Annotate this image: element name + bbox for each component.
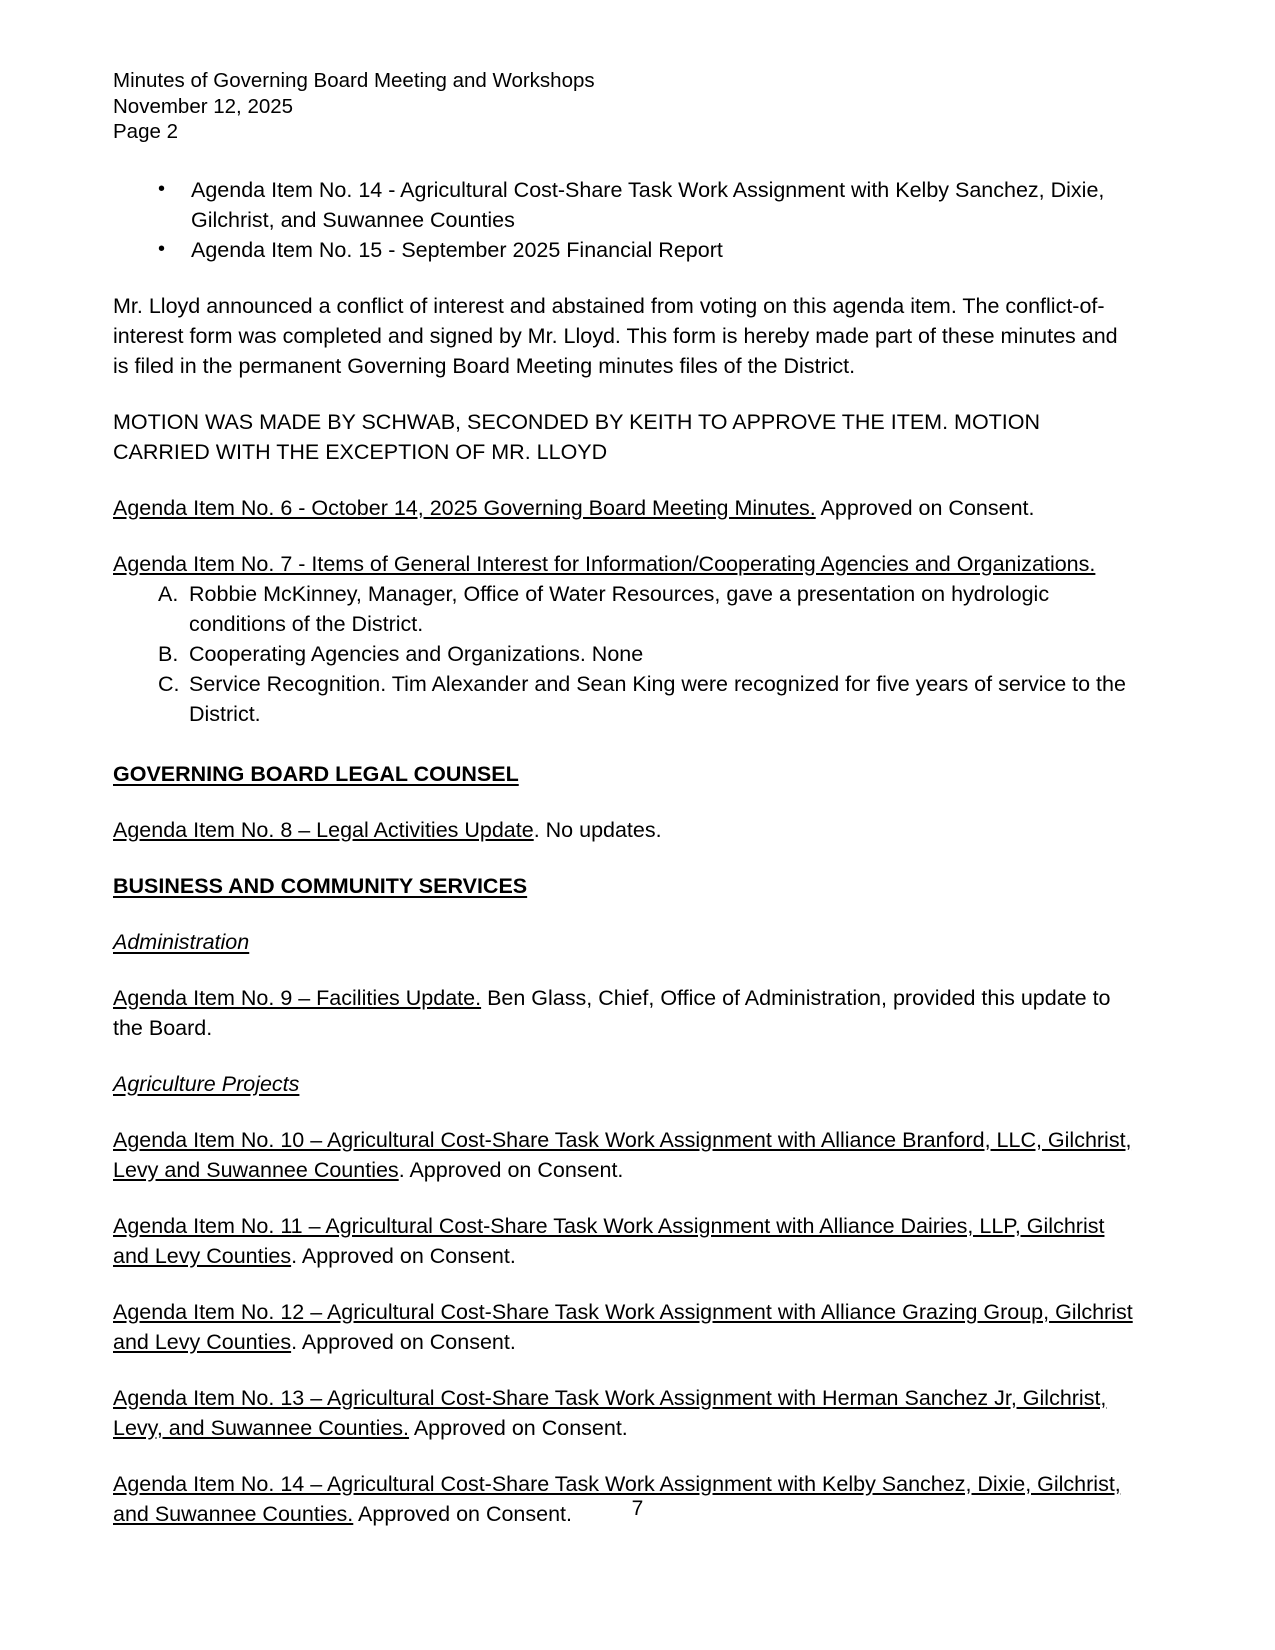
section-heading-business: BUSINESS AND COMMUNITY SERVICES — [113, 873, 528, 898]
agenda-item-6-title: Agenda Item No. 6 - October 14, 2025 Governing Board Meeting Minutes. — [113, 495, 816, 520]
agenda-item-10-title: Agenda Item No. 10 – Agricultural Cost-Share Task Work Assignment with Alliance Branford, LLC, Gilchrist, Levy and Suwannee Counties — [113, 1127, 1132, 1182]
spacer — [113, 901, 1133, 927]
agenda-item-14-title: Agenda Item No. 14 – Agricultural Cost-Share Task Work Assignment with Kelby Sanchez, Dixie, Gilchrist, and Suwannee Counties. — [113, 1471, 1121, 1526]
agenda-item-8-title: Agenda Item No. 8 – Legal Activities Update — [113, 817, 534, 842]
conflict-of-interest-paragraph: Mr. Lloyd announced a conflict of interest and abstained from voting on this agenda item. The conflict-of-interest form was completed and signed by Mr. Lloyd. This form is hereby made part of these minutes and is filed in the permanent Governing Board Meeting minutes files of the District. — [113, 293, 1118, 378]
spacer — [113, 467, 1133, 493]
spacer — [113, 845, 1133, 871]
list-item-marker: B. — [158, 641, 179, 666]
agenda-item-9 — [113, 983, 1133, 1043]
list-item-text: Agenda Item No. 15 - September 2025 Financial Report — [191, 237, 723, 262]
document-header — [113, 68, 1133, 145]
list-item — [113, 579, 1133, 639]
agenda-item-7-title: Agenda Item No. 7 - Items of General Interest for Information/Cooperating Agencies and Organizations. — [113, 551, 1096, 576]
agenda-item-10 — [113, 1125, 1133, 1185]
spacer — [113, 1357, 1133, 1383]
subsection-heading-agriculture: Agriculture Projects — [113, 1071, 300, 1096]
list-item — [113, 669, 1133, 729]
agenda-item-7-sublist — [113, 579, 1133, 729]
subsection-administration-wrap — [113, 927, 1133, 957]
spacer — [113, 523, 1133, 549]
header-title: Minutes of Governing Board Meeting and Workshops — [113, 69, 595, 92]
agenda-item-11 — [113, 1211, 1133, 1271]
page-number-footer: 7 — [631, 1497, 644, 1520]
agenda-item-8 — [113, 815, 1133, 845]
section-heading-legal-counsel-wrap — [113, 759, 1133, 789]
subsection-agriculture-wrap — [113, 1069, 1133, 1099]
agenda-item-12-status: . Approved on Consent. — [291, 1329, 516, 1354]
spacer — [113, 265, 1133, 291]
agenda-item-14-status: Approved on Consent. — [353, 1501, 573, 1526]
agenda-item-11-title: Agenda Item No. 11 – Agricultural Cost-Share Task Work Assignment with Alliance Dairies, LLP, Gilchrist and Levy Counties — [113, 1213, 1105, 1268]
agenda-item-13 — [113, 1383, 1133, 1443]
motion-paragraph: MOTION WAS MADE BY SCHWAB, SECONDED BY KEITH TO APPROVE THE ITEM. MOTION CARRIED WITH THE EXCEPTION OF MR. LLOYD — [113, 409, 1041, 464]
list-item-marker: C. — [158, 671, 180, 696]
spacer — [113, 1443, 1133, 1469]
spacer — [113, 729, 1133, 759]
agenda-item-12 — [113, 1297, 1133, 1357]
spacer — [113, 1185, 1133, 1211]
section-heading-business-wrap — [113, 871, 1133, 901]
agenda-item-6-status: Approved on Consent. — [815, 495, 1035, 520]
list-item-text: Robbie McKinney, Manager, Office of Water Resources, gave a presentation on hydrologic conditions of the District. — [189, 581, 1050, 636]
agenda-item-10-status: . Approved on Consent. — [398, 1157, 624, 1182]
list-item-text: Cooperating Agencies and Organizations. None — [189, 641, 644, 666]
document-content — [113, 68, 1133, 1529]
agenda-item-8-status: . No updates. — [533, 817, 662, 842]
spacer — [113, 145, 1133, 175]
list-item — [113, 175, 1133, 235]
agenda-item-7 — [113, 549, 1133, 579]
agenda-item-9-status: Ben Glass, Chief, Office of Administration, provided this update to the Board. — [113, 985, 1111, 1040]
bullet-icon: • — [158, 237, 166, 260]
subsection-heading-administration: Administration — [113, 929, 250, 954]
list-item-marker: A. — [158, 581, 179, 606]
list-item-text: Agenda Item No. 14 - Agricultural Cost-Share Task Work Assignment with Kelby Sanchez, Dixie, Gilchrist, and Suwannee Counties — [191, 177, 1105, 232]
agenda-item-13-status: Approved on Consent. — [409, 1415, 628, 1440]
list-item-text: Service Recognition. Tim Alexander and Sean King were recognized for five years of service to the District. — [189, 671, 1126, 726]
spacer — [113, 1043, 1133, 1069]
spacer — [113, 957, 1133, 983]
agenda-item-13-title: Agenda Item No. 13 – Agricultural Cost-Share Task Work Assignment with Herman Sanchez Jr, Gilchrist, Levy, and Suwannee Counties. — [113, 1385, 1107, 1440]
header-page-label: Page 2 — [113, 120, 178, 143]
spacer — [113, 789, 1133, 815]
agenda-item-11-status: . Approved on Consent. — [291, 1243, 516, 1268]
spacer — [113, 381, 1133, 407]
agenda-item-12-title: Agenda Item No. 12 – Agricultural Cost-Share Task Work Assignment with Alliance Grazing Group, Gilchrist and Levy Counties — [113, 1299, 1133, 1354]
list-item — [113, 639, 1133, 669]
agenda-item-9-title: Agenda Item No. 9 – Facilities Update. — [113, 985, 482, 1010]
spacer — [113, 1099, 1133, 1125]
agenda-bullet-list — [113, 175, 1133, 265]
bullet-icon: • — [158, 177, 166, 200]
spacer — [113, 1271, 1133, 1297]
agenda-item-6 — [113, 493, 1133, 523]
header-date: November 12, 2025 — [113, 94, 294, 118]
section-heading-legal-counsel: GOVERNING BOARD LEGAL COUNSEL — [113, 761, 519, 786]
list-item — [113, 235, 1133, 265]
